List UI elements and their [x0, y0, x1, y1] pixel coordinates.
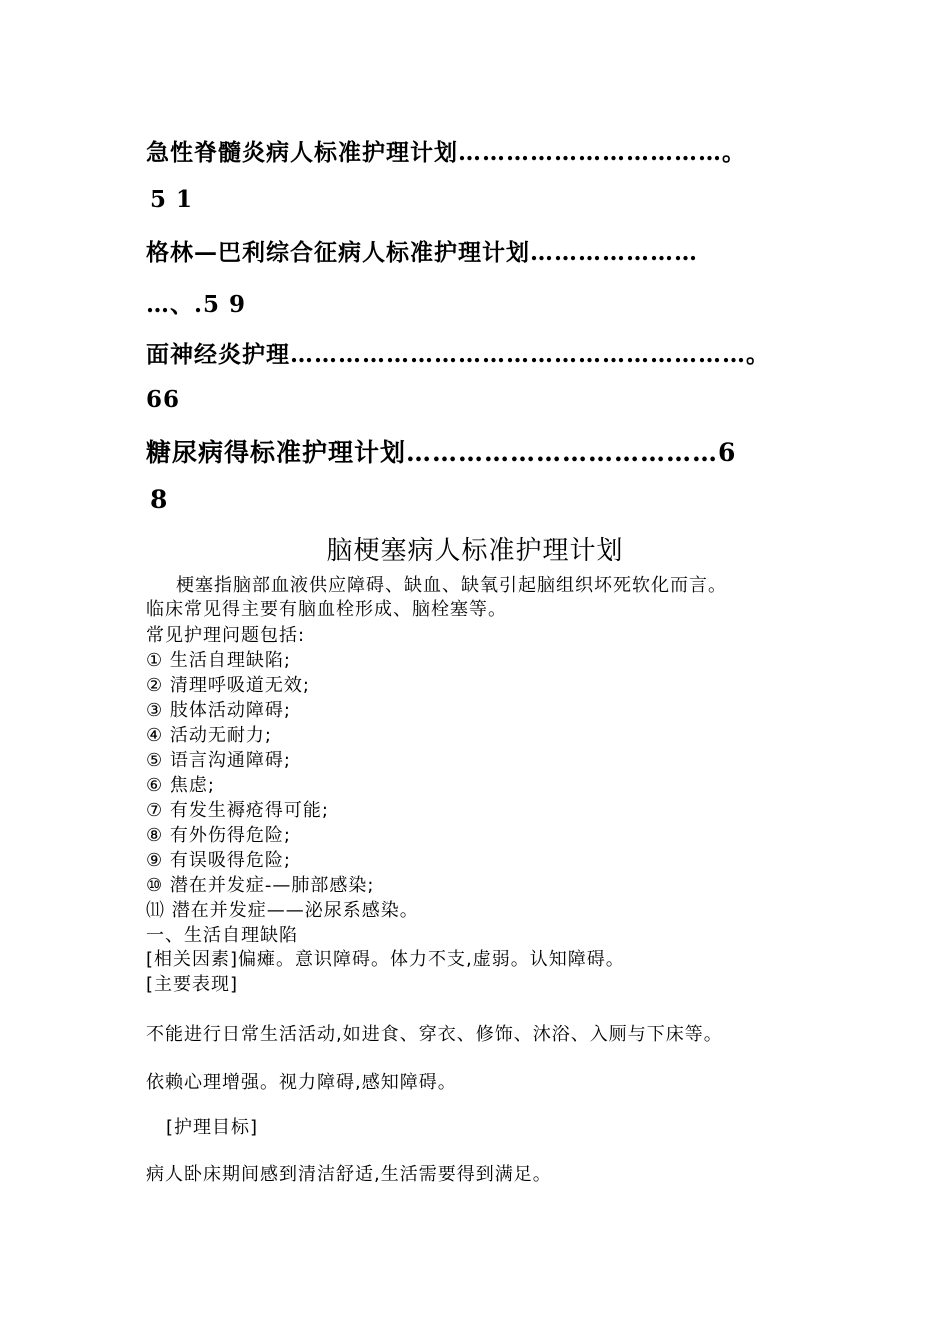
toc-page-diabetes: 8 — [150, 485, 169, 514]
section-1-heading: 一、生活自理缺陷 — [146, 925, 298, 946]
goal-label: [护理目标] — [166, 1117, 259, 1138]
manifestation-label: [主要表现] — [146, 974, 239, 995]
toc-entry-facial-neuritis[interactable]: 面神经炎护理…………………………………………………。 — [146, 341, 770, 368]
related-factors: [相关因素]偏瘫。意识障碍。体力不支,虚弱。认知障碍。 — [146, 949, 625, 970]
problem-item-2: ② 清理呼吸道无效; — [146, 675, 310, 696]
manifestation-line-1: 不能进行日常生活活动,如进食、穿衣、修饰、沐浴、入厕与下床等。 — [146, 1024, 723, 1045]
problem-item-10: ⑩ 潜在并发症-—肺部感染; — [146, 875, 375, 896]
problem-item-7: ⑦ 有发生褥疮得可能; — [146, 800, 329, 821]
problem-item-3: ③ 肢体活动障碍; — [146, 700, 291, 721]
toc-page-facial-neuritis: 66 — [146, 386, 181, 413]
manifestation-line-2: 依赖心理增强。视力障碍,感知障碍。 — [146, 1072, 457, 1093]
problem-item-8: ⑧ 有外伤得危险; — [146, 825, 291, 846]
problem-item-4: ④ 活动无耐力; — [146, 725, 272, 746]
goal-line-1: 病人卧床期间感到清洁舒适,生活需要得到满足。 — [146, 1164, 552, 1185]
toc-entry-acute-myelitis[interactable]: 急性脊髓炎病人标准护理计划……………………………。 — [146, 139, 746, 166]
intro-line-1: 梗塞指脑部血液供应障碍、缺血、缺氧引起脑组织坏死软化而言。 — [176, 575, 727, 596]
toc-page-acute-myelitis: 5 1 — [150, 186, 194, 213]
problem-item-9: ⑨ 有误吸得危险; — [146, 850, 291, 871]
toc-page-guillain-barre: …、.5 9 — [146, 291, 247, 318]
problem-item-6: ⑥ 焦虑; — [146, 775, 215, 796]
problem-item-1: ① 生活自理缺陷; — [146, 650, 291, 671]
problem-item-5: ⑤ 语言沟通障碍; — [146, 750, 291, 771]
intro-line-2: 临床常见得主要有脑血栓形成、脑栓塞等。 — [146, 599, 507, 620]
toc-entry-guillain-barre[interactable]: 格林—巴利综合征病人标准护理计划………………… — [146, 239, 698, 266]
toc-entry-diabetes[interactable]: 糖尿病得标准护理计划………………………………6 — [146, 438, 737, 467]
intro-line-3: 常见护理问题包括: — [146, 625, 306, 646]
section-title: 脑梗塞病人标准护理计划 — [326, 536, 624, 566]
problem-item-11: ⑾ 潜在并发症——泌尿系感染。 — [146, 900, 419, 921]
